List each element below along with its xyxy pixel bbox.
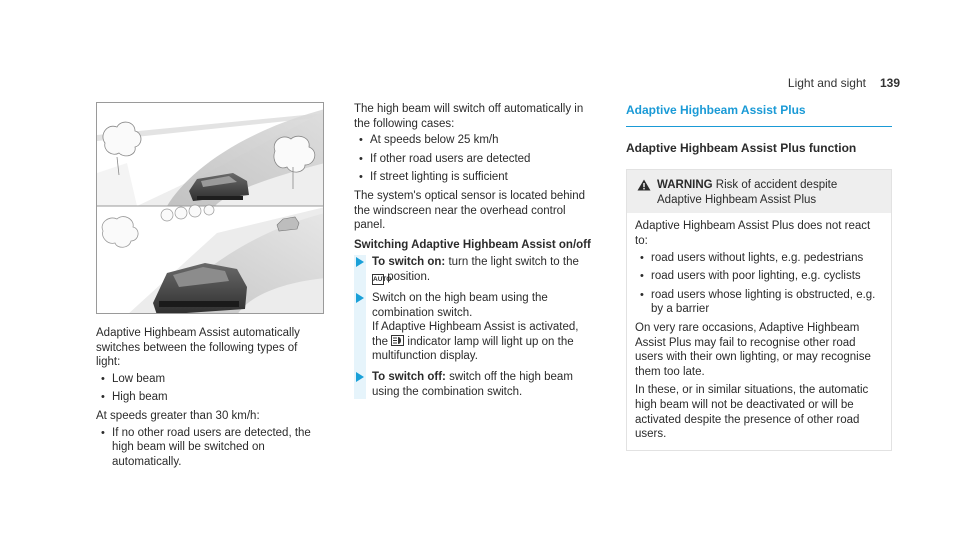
highbeam-illustration-svg (97, 103, 324, 314)
switching-subheading: Switching Adaptive Highbeam Assist on/off (354, 238, 591, 251)
warning-triangle-icon (637, 179, 651, 191)
step-text: Switch on the high beam using the combination switch. (372, 291, 548, 319)
list-item: • High beam (96, 390, 324, 405)
warning-box (626, 169, 892, 451)
list-item: • If street lighting is sufficient (354, 170, 594, 185)
step-switch-on (354, 255, 594, 285)
step-arrow-icon (356, 293, 364, 303)
column-1 (96, 102, 324, 473)
list-item: • If other road users are detected (354, 152, 594, 167)
warning-label: WARNING (657, 179, 713, 192)
step-text: turn the light switch to the (448, 256, 579, 269)
step-label: To switch off: (372, 370, 446, 383)
highbeam-illustration (96, 102, 324, 314)
column-3 (626, 102, 892, 451)
list-item: • Low beam (96, 372, 324, 387)
situations-text: In these, or in similar situations, the automatic high beam will not be deactivated or will be activated despite the presence of other road users. (635, 384, 869, 441)
step-text: position. (387, 270, 431, 283)
speeds-list (96, 426, 324, 470)
switch-off-cases-list (354, 133, 594, 185)
list-item: • road users without lights, e.g. pedestrians (635, 251, 883, 266)
highbeam-indicator-icon (391, 335, 404, 346)
auto-light-icon: AUTO (373, 275, 392, 283)
page-header (788, 76, 900, 91)
list-item: • road users whose lighting is obstructed, e.g. by a barrier (635, 288, 883, 317)
section-title: Light and sight (787, 76, 866, 90)
list-item: • If no other road users are detected, the high beam will be switched on automatically. (96, 426, 324, 470)
warning-body (627, 213, 891, 449)
switch-off-intro: The high beam will switch off automatically in the following cases: (354, 103, 584, 130)
step-text: If Adaptive Highbeam Assist is activated, the (372, 321, 579, 348)
list-item: • road users with poor lighting, e.g. cyclists (635, 269, 883, 284)
step-arrow-icon (356, 372, 364, 382)
not-detected-list (635, 251, 883, 317)
does-not-react-text: Adaptive Highbeam Assist Plus does not react to: (635, 220, 871, 247)
speeds-intro: At speeds greater than 30 km/h: (96, 409, 260, 422)
caption-text: Adaptive Highbeam Assist automatically switches between the following types of light: (96, 327, 300, 369)
step-text: indicator lamp will light up on the multifunction display. (372, 335, 574, 363)
step-switch-on-highbeam (354, 291, 594, 364)
light-types-list (96, 372, 324, 405)
warning-header (627, 170, 891, 213)
sensor-text: The system's optical sensor is located behind the windscreen near the overhead control panel. (354, 189, 586, 232)
page-number: 139 (879, 76, 900, 90)
step-text: switch off the high beam using the combination switch. (372, 370, 573, 398)
steps-block (354, 255, 594, 399)
warning-title: Risk of accident despite Adaptive Highbeam Assist Plus (657, 179, 838, 206)
step-label: To switch on: (372, 256, 446, 269)
step-arrow-icon (356, 257, 364, 267)
rare-occasions-text: On very rare occasions, Adaptive Highbeam Assist Plus may fail to recognise other road users with their own lighting, or may recognise them too late. (635, 321, 871, 378)
list-item: • At speeds below 25 km/h (354, 133, 594, 148)
section-heading: Adaptive Highbeam Assist Plus (626, 103, 892, 127)
step-switch-off (354, 370, 594, 399)
function-heading: Adaptive Highbeam Assist Plus function (626, 140, 857, 155)
column-2 (354, 102, 594, 405)
